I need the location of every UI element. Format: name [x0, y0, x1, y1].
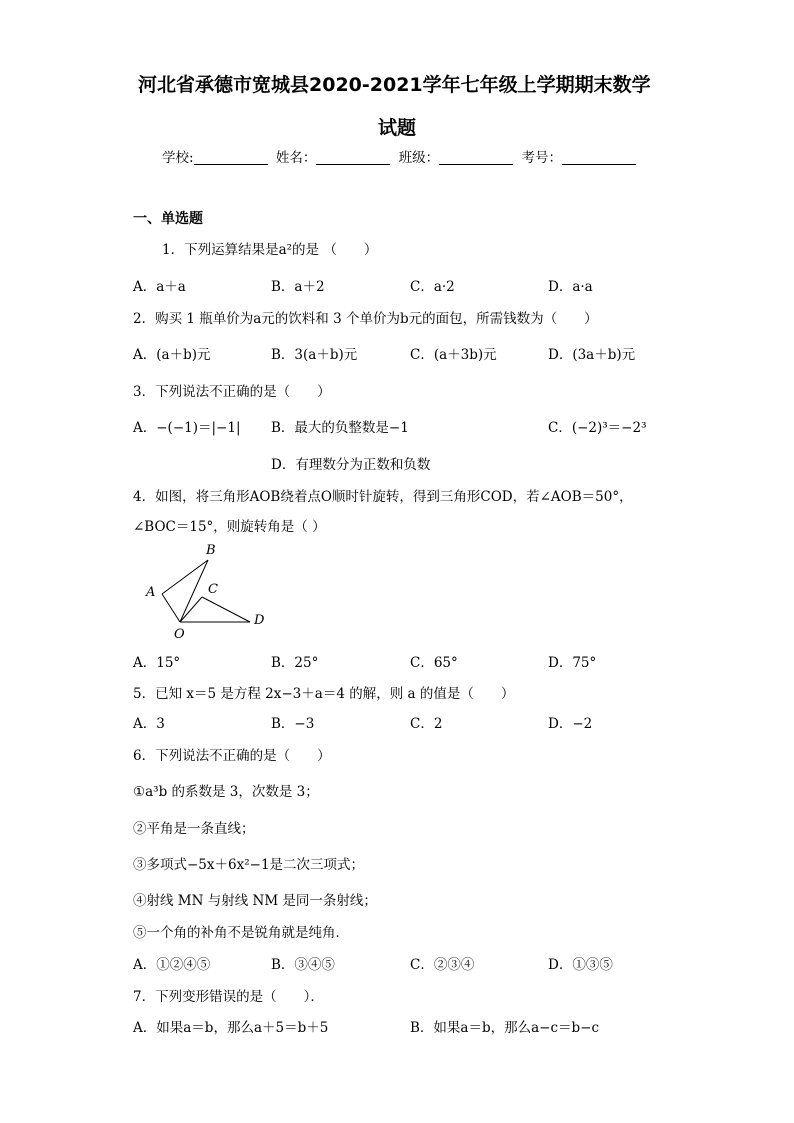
q4-rotation-figure [140, 540, 280, 640]
segment-oa [162, 594, 180, 622]
name-field[interactable] [316, 150, 390, 165]
q5-option-a[interactable]: A．3 [133, 716, 165, 732]
q3-option-a[interactable]: A．−(−1)＝|−1| [133, 420, 241, 436]
name-label: 姓名： [275, 150, 317, 166]
q6-statement-2: ②平角是一条直线； [133, 821, 255, 837]
q6-option-b[interactable]: B．③④⑤ [271, 957, 335, 973]
q1-option-c[interactable]: C．a·2 [410, 279, 455, 295]
page-title-line1: 河北省承德市宽城县2020-2021学年七年级上学期期末数学 [138, 74, 651, 96]
class-label: 班级： [398, 150, 440, 166]
q2-option-a[interactable]: A．(a＋b)元 [133, 347, 211, 363]
section-heading: 一、单选题 [133, 211, 203, 227]
q7-stem: 7．下列变形错误的是（ ）． [133, 989, 324, 1005]
q2-stem: 2．购买 1 瓶单价为a元的饮料和 3 个单价为b元的面包，所需钱数为（ ） [133, 311, 598, 327]
q7-option-a[interactable]: A．如果a＝b，那么a＋5＝b＋5 [133, 1020, 329, 1036]
page-title-line2: 试题 [378, 117, 417, 139]
student-info-row [162, 146, 640, 166]
q6-option-a[interactable]: A．①②④⑤ [133, 957, 211, 973]
point-label-c: C [208, 582, 218, 597]
q4-option-b[interactable]: B．25° [271, 655, 319, 671]
q1-option-a[interactable]: A．a＋a [133, 279, 186, 295]
q1-stem: 1．下列运算结果是a²的是 （ ） [162, 242, 378, 258]
q2-option-b[interactable]: B．3(a＋b)元 [271, 347, 358, 363]
q3-option-c[interactable]: C．(−2)³＝−2³ [548, 420, 647, 436]
segment-cd [202, 597, 250, 622]
point-label-o: O [174, 627, 185, 640]
q6-statement-1: ①a³b 的系数是 3，次数是 3； [133, 784, 319, 800]
q1-option-b[interactable]: B．a＋2 [271, 279, 325, 295]
q1-option-d[interactable]: D．a·a [548, 279, 593, 295]
q3-option-b[interactable]: B．最大的负整数是−1 [271, 420, 409, 436]
point-label-a: A [146, 585, 156, 600]
q5-option-b[interactable]: B．−3 [271, 716, 315, 732]
school-label: 学校: [162, 150, 194, 166]
q6-option-d[interactable]: D．①③⑤ [548, 957, 613, 973]
q6-statement-4: ④射线 MN 与射线 NM 是同一条射线； [133, 893, 377, 909]
q4-option-c[interactable]: C．65° [410, 655, 458, 671]
exam-number-field[interactable] [562, 150, 636, 165]
q7-option-b[interactable]: B．如果a＝b，那么a−c＝b−c [410, 1020, 600, 1036]
point-label-d: D [254, 613, 265, 628]
q5-option-d[interactable]: D．−2 [548, 716, 593, 732]
q3-option-d[interactable]: D．有理数分为正数和负数 [271, 457, 431, 473]
exam-number-label: 考号： [521, 150, 562, 166]
class-field[interactable] [439, 150, 513, 165]
q6-option-c[interactable]: C．②③④ [410, 957, 475, 973]
q6-statement-5: ⑤一个角的补角不是锐角就是纯角． [133, 925, 349, 941]
segment-oc [180, 597, 202, 622]
segment-ob [180, 560, 208, 622]
q4-stem-line1: 4．如图，将三角形AOB绕着点O顺时针旋转，得到三角形COD，若∠AOB＝50°， [133, 489, 633, 505]
q3-stem: 3．下列说法不正确的是（ ） [133, 384, 331, 400]
point-label-b: B [206, 543, 216, 558]
q5-stem: 5．已知 x＝5 是方程 2x−3＋a＝4 的解，则 a 的值是（ ） [133, 686, 515, 702]
q4-option-d[interactable]: D．75° [548, 655, 597, 671]
q2-option-c[interactable]: C．(a＋3b)元 [410, 347, 497, 363]
q5-option-c[interactable]: C．2 [410, 716, 443, 732]
segment-ab [162, 560, 208, 594]
q6-stem: 6．下列说法不正确的是（ ） [133, 748, 331, 764]
school-field[interactable] [194, 150, 268, 165]
q6-statement-3: ③多项式−5x＋6x²−1是二次三项式； [133, 857, 365, 873]
q4-stem-line2: ∠BOC＝15°，则旋转角是（ ） [133, 519, 326, 535]
q2-option-d[interactable]: D．(3a＋b)元 [548, 347, 636, 363]
q4-option-a[interactable]: A．15° [133, 655, 181, 671]
